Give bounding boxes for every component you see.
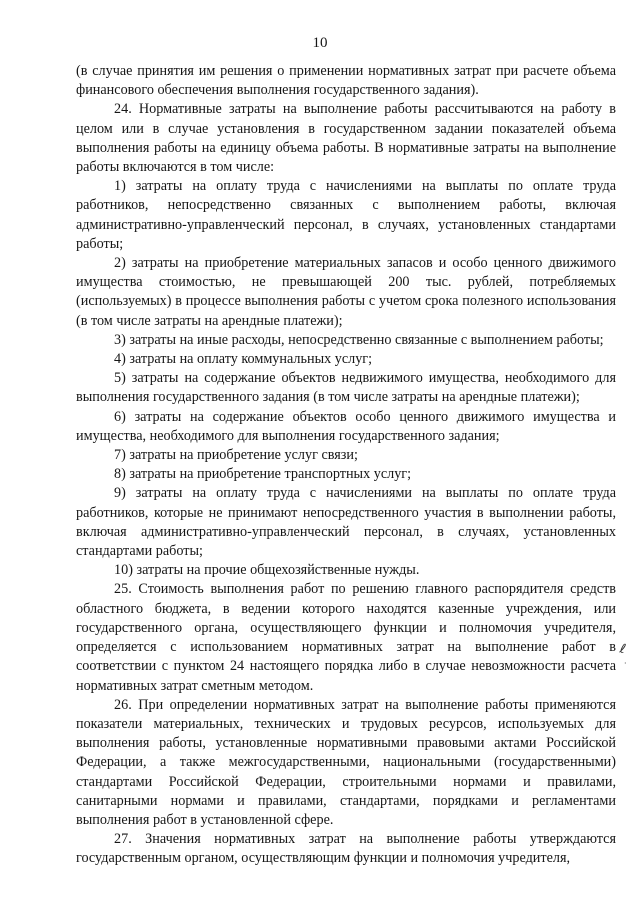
list-item-5: 5) затраты на содержание объектов недвижимого имущества, необходимого для выполнения государственного задания (в том числе затраты на арендные платежи); bbox=[76, 370, 616, 406]
handwritten-margin-tick: · bbox=[624, 659, 627, 668]
paragraph-25: 25. Стоимость выполнения работ по решению главного распорядителя средств областного бюджета, в ведении которого находятся казенные учреждения, или государственного органа, осуществляющего функции и полномочия учредителя, определяется с использованием нормативных затрат на выполнение работ в соответствии с пунктом 24 настоящего порядка либо в случае невозможности расчета нормативных затрат сметным методом. bbox=[76, 581, 616, 694]
handwritten-margin-mark: ℓ bbox=[618, 641, 628, 658]
paragraph-26: 26. При определении нормативных затрат на выполнение работы применяются показатели материальных, технических и трудовых ресурсов, используемых для выполнения работы, установленные нормативными правовыми актами Российской Федерации, а также межгосударственными, национальными (государственными) стандартами Российской Федерации, строительными нормами и правилами, санитарными нормами и правилами, стандартами, порядками и регламентами выполнения работ в установленной сфере. bbox=[76, 696, 616, 828]
list-item-9: 9) затраты на оплату труда с начислениями на выплаты по оплате труда работников, которые не принимают непосредственного участия в выполнении работы, включая административно-управленческий персонал, в случаях, установленных стандартами работы; bbox=[76, 485, 616, 560]
paragraph-continuation: (в случае принятия им решения о применении нормативных затрат при расчете объема финансового обеспечения выполнения государственного задания). bbox=[76, 63, 616, 99]
document-body bbox=[76, 62, 616, 869]
list-item-1: 1) затраты на оплату труда с начислениями на выплаты по оплате труда работников, непосредственно связанных с выполнением работы, включая административно-управленческий персонал, в случаях, установленных стандартами работы; bbox=[76, 178, 616, 252]
list-item-7: 7) затраты на приобретение услуг связи; bbox=[114, 447, 358, 464]
list-item-8: 8) затраты на приобретение транспортных услуг; bbox=[114, 466, 412, 483]
list-item-2: 2) затраты на приобретение материальных запасов и особо ценного движимого имущества стоимостью, не превышающей 200 тыс. рублей, потребляемых (используемых) в процессе выполнения работы с учетом срока полезного использования (в том числе затраты на арендные платежи); bbox=[76, 255, 616, 329]
paragraph-27: 27. Значения нормативных затрат на выполнение работы утверждаются государственным органом, осуществляющим функции и полномочия учредителя, bbox=[76, 831, 616, 867]
list-item-4: 4) затраты на оплату коммунальных услуг; bbox=[114, 351, 373, 368]
paragraph-24: 24. Нормативные затраты на выполнение работы рассчитываются на работу в целом или в случае установления в государственном задании показателей объема выполнения работы на единицу объема работы. В нормативные затраты на выполнение работы включаются в том числе: bbox=[76, 101, 616, 176]
list-item-3: 3) затраты на иные расходы, непосредственно связанные с выполнением работы; bbox=[114, 331, 604, 348]
page-number: 10 bbox=[312, 35, 328, 51]
list-item-6: 6) затраты на содержание объектов особо ценного движимого имущества и имущества, необходимого для выполнения государственного задания; bbox=[76, 408, 616, 444]
list-item-10: 10) затраты на прочие общехозяйственные нужды. bbox=[114, 562, 420, 579]
